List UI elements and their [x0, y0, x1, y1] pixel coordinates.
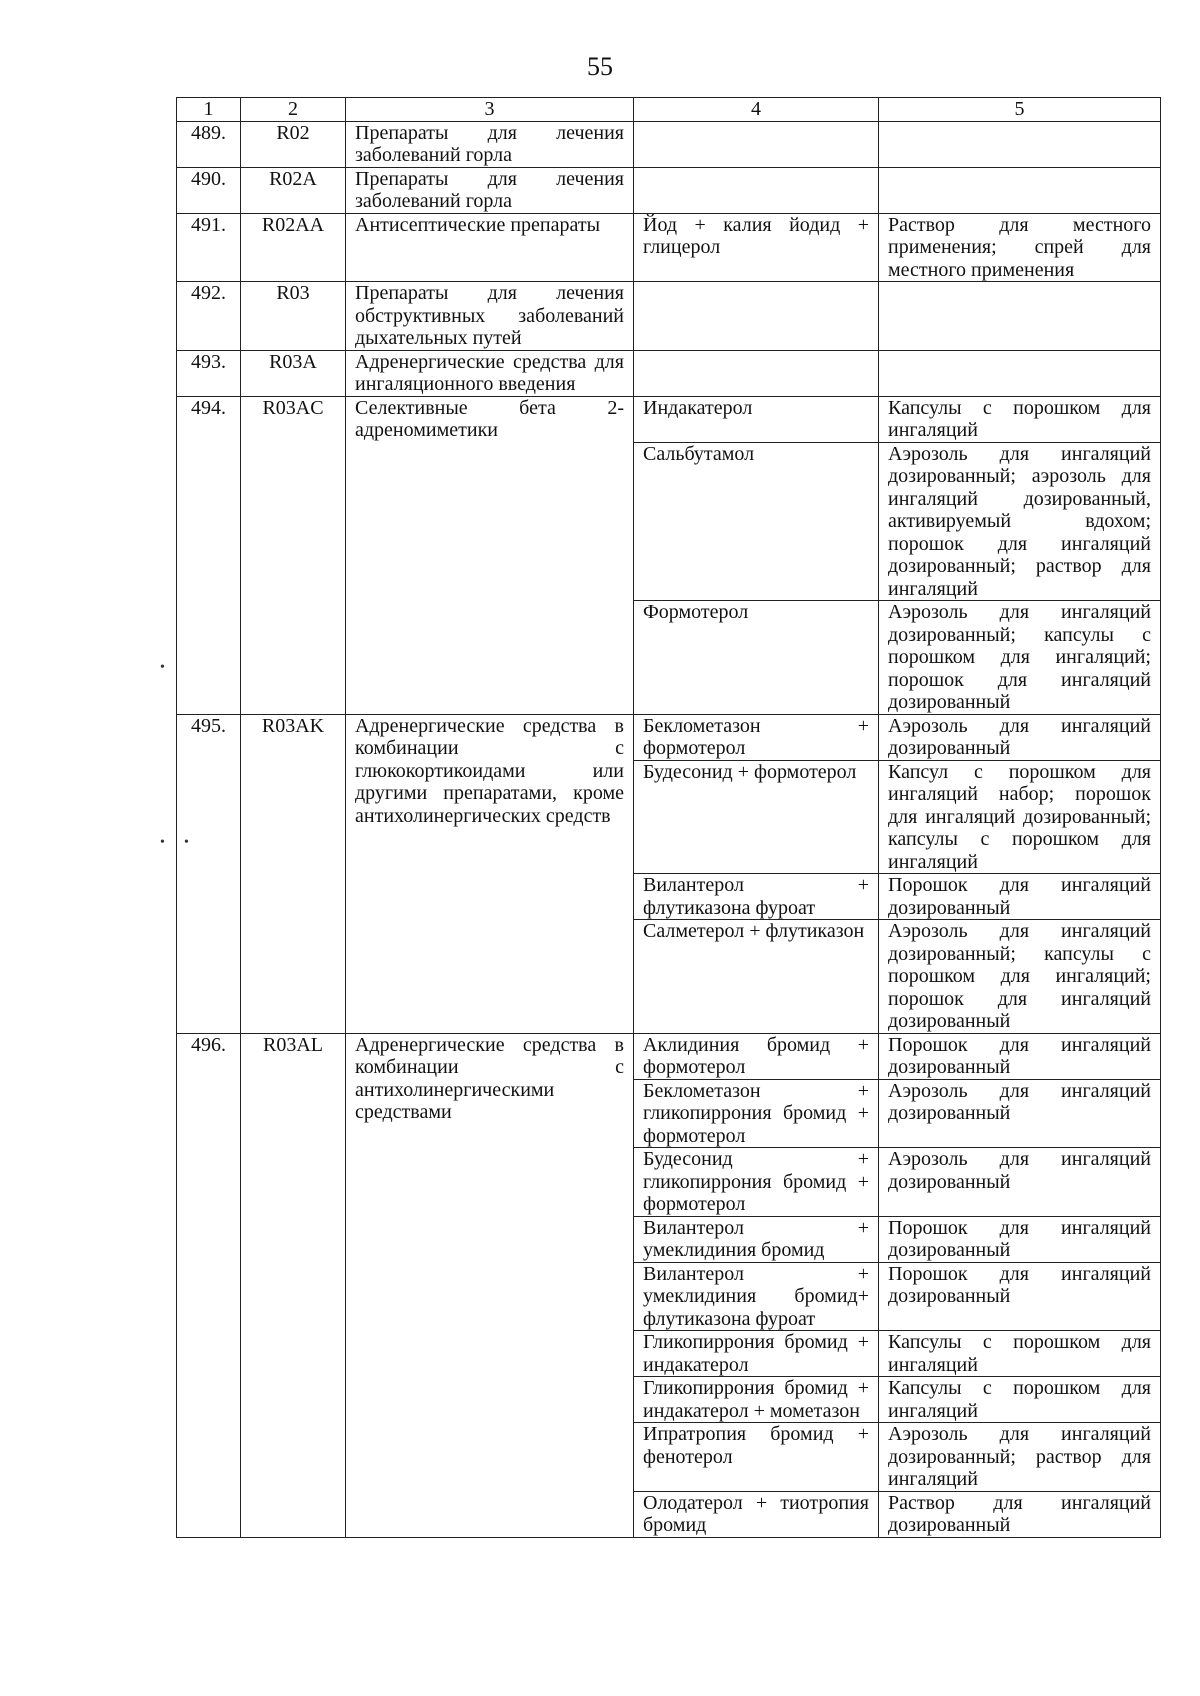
row-number: 495. [177, 714, 241, 1033]
drug-name: Гликопиррония бромид + индакатерол [634, 1331, 879, 1377]
atc-group-name: Адренергические средства в комбинации с антихолинергическими средствами [346, 1033, 634, 1537]
drug-name [634, 350, 879, 396]
atc-code: R03 [241, 282, 346, 351]
dosage-form: Аэрозоль для ингаляций дозированный; аэрозоль для ингаляций дозированный, активируемый вдохом; порошок для ингаляций дозированный; раствор для ингаляций [879, 442, 1161, 601]
row-number: 494. [177, 396, 241, 714]
column-header: 3 [346, 98, 634, 122]
row-number: 493. [177, 350, 241, 396]
dosage-form: Капсулы с порошком для ингаляций [879, 1377, 1161, 1423]
dosage-form: Капсулы с порошком для ингаляций [879, 1331, 1161, 1377]
dosage-form: Капсулы с порошком для ингаляций [879, 396, 1161, 442]
dosage-form: Капсул с порошком для ингаляций набор; порошок для ингаляций дозированный; капсулы с порошком для ингаляций [879, 760, 1161, 874]
row-number: 492. [177, 282, 241, 351]
atc-code: R02AA [241, 213, 346, 282]
dosage-form [879, 282, 1161, 351]
atc-group-name: Препараты для лечения заболеваний горла [346, 121, 634, 167]
atc-group-name: Адренергические средства для ингаляционного введения [346, 350, 634, 396]
table-row [177, 213, 1161, 282]
drug-name: Вилантерол + умеклидиния бромид+ флутиказона фуроат [634, 1262, 879, 1331]
drug-name: Беклометазон + формотерол [634, 714, 879, 760]
atc-group-name: Препараты для лечения обструктивных заболеваний дыхательных путей [346, 282, 634, 351]
atc-code: R03AL [241, 1033, 346, 1537]
drug-name: Формотерол [634, 601, 879, 715]
table-body [177, 121, 1161, 1537]
drug-name: Олодатерол + тиотропия бромид [634, 1491, 879, 1537]
drug-name: Вилантерол + флутиказона фуроат [634, 874, 879, 920]
drug-name: Аклидиния бромид + формотерол [634, 1033, 879, 1079]
scan-speck: • [160, 835, 165, 850]
row-number: 491. [177, 213, 241, 282]
dosage-form: Аэрозоль для ингаляций дозированный [879, 1079, 1161, 1148]
table-row [177, 396, 1161, 442]
atc-code: R03AK [241, 714, 346, 1033]
atc-group-name: Селективные бета 2-адреномиметики [346, 396, 634, 714]
drug-name: Будесонид + формотерол [634, 760, 879, 874]
dosage-form: Порошок для ингаляций дозированный [879, 1033, 1161, 1079]
column-header: 5 [879, 98, 1161, 122]
table-row [177, 714, 1161, 760]
drug-name: Индакатерол [634, 396, 879, 442]
drug-name: Салметерол + флутиказон [634, 920, 879, 1034]
table-header-row [177, 98, 1161, 122]
atc-code: R03A [241, 350, 346, 396]
atc-code: R02A [241, 167, 346, 213]
dosage-form: Аэрозоль для ингаляций дозированный [879, 714, 1161, 760]
dosage-form [879, 350, 1161, 396]
scan-speck: • [184, 835, 189, 850]
column-header: 1 [177, 98, 241, 122]
drug-name: Сальбутамол [634, 442, 879, 601]
table-row [177, 350, 1161, 396]
dosage-form: Порошок для ингаляций дозированный [879, 1216, 1161, 1262]
atc-code: R02 [241, 121, 346, 167]
dosage-form [879, 167, 1161, 213]
atc-group-name: Препараты для лечения заболеваний горла [346, 167, 634, 213]
dosage-form: Аэрозоль для ингаляций дозированный; капсулы с порошком для ингаляций; порошок для ингаляций дозированный [879, 601, 1161, 715]
drug-name: Гликопиррония бромид + индакатерол + мометазон [634, 1377, 879, 1423]
table-row [177, 167, 1161, 213]
dosage-form: Порошок для ингаляций дозированный [879, 1262, 1161, 1331]
table-row [177, 1033, 1161, 1079]
drug-name: Ипратропия бромид + фенотерол [634, 1423, 879, 1492]
row-number: 496. [177, 1033, 241, 1537]
drug-name: Беклометазон + гликопиррония бромид + формотерол [634, 1079, 879, 1148]
dosage-form: Аэрозоль для ингаляций дозированный; раствор для ингаляций [879, 1423, 1161, 1492]
table-row [177, 282, 1161, 351]
dosage-form: Аэрозоль для ингаляций дозированный; капсулы с порошком для ингаляций; порошок для ингаляций дозированный [879, 920, 1161, 1034]
atc-group-name: Адренергические средства в комбинации с глюкокортикоидами или другими препаратами, кроме антихолинергических средств [346, 714, 634, 1033]
column-header: 2 [241, 98, 346, 122]
drug-name [634, 121, 879, 167]
drug-name [634, 282, 879, 351]
drug-name [634, 167, 879, 213]
table-row [177, 121, 1161, 167]
row-number: 490. [177, 167, 241, 213]
drug-name: Йод + калия йодид + глицерол [634, 213, 879, 282]
drug-name: Будесонид + гликопиррония бромид + формотерол [634, 1148, 879, 1217]
dosage-form: Порошок для ингаляций дозированный [879, 874, 1161, 920]
row-number: 489. [177, 121, 241, 167]
drug-name: Вилантерол + умеклидиния бромид [634, 1216, 879, 1262]
dosage-form [879, 121, 1161, 167]
dosage-form: Раствор для ингаляций дозированный [879, 1491, 1161, 1537]
atc-group-name: Антисептические препараты [346, 213, 634, 282]
dosage-form: Аэрозоль для ингаляций дозированный [879, 1148, 1161, 1217]
drug-list-table [176, 97, 1161, 1538]
scan-speck: • [160, 660, 165, 675]
dosage-form: Раствор для местного применения; спрей для местного применения [879, 213, 1161, 282]
atc-code: R03AC [241, 396, 346, 714]
column-header: 4 [634, 98, 879, 122]
page-number: 55 [587, 52, 613, 81]
